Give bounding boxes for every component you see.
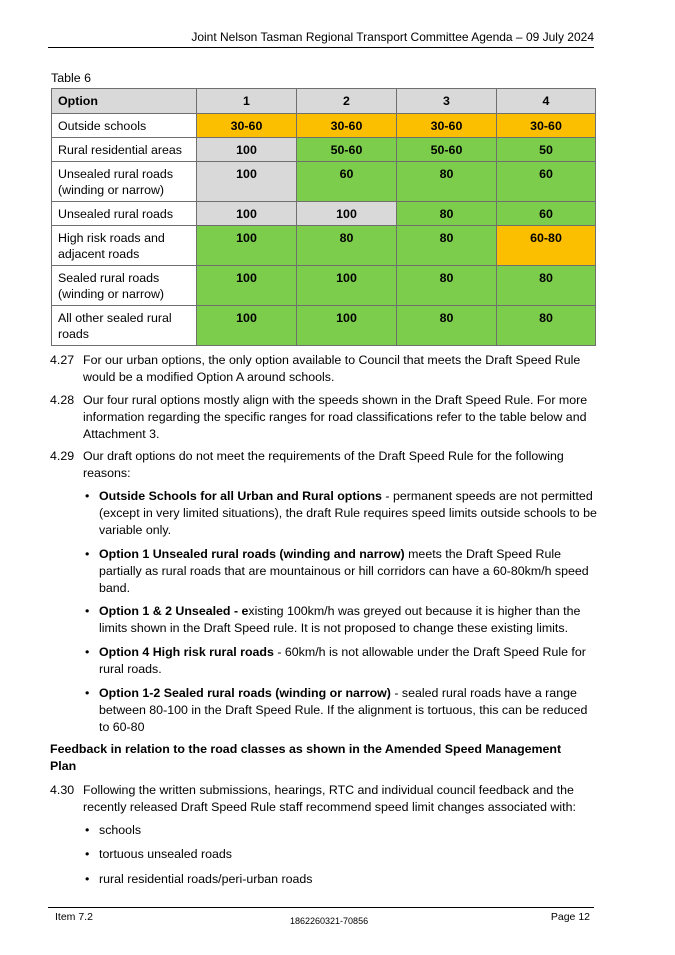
speed-cell-option-3: 80 [397,226,497,266]
speed-cell-option-2: 50-60 [297,138,397,162]
paragraph-4-27 [50,352,600,386]
table-row [52,162,596,202]
column-header-4: 4 [497,89,596,114]
reason-rest: - 60km/h is not allowable under the Draft Speed Rule for rural roads. [99,645,586,676]
paragraph-number: 4.28 [50,393,75,407]
table-row [52,226,596,266]
table-caption: Table 6 [51,71,91,85]
bullet-icon: • [85,604,90,618]
reason-bullet-item [85,685,600,736]
reason-bullet-item [85,488,600,539]
paragraph-number: 4.30 [50,783,75,797]
speed-cell-option-1: 100 [197,226,297,266]
recommend-text: schools [99,823,142,837]
section-subheading: Feedback in relation to the road classes as shown in the Amended Speed Management Plan [50,742,562,773]
speed-cell-option-2: 60 [297,162,397,202]
row-label: High risk roads and adjacent roads [52,226,197,266]
paragraph-text: Our four rural options mostly align with the speeds shown in the Draft Speed Rule. For more information regarding the specific ranges for road classifications refer to the table below and Attachment 3. [83,393,588,441]
reason-bullet-item [85,644,600,678]
speed-cell-option-3: 80 [397,266,497,306]
reason-text [99,603,599,637]
reason-bold-lead: Option 1 & 2 Unsealed - e [99,604,249,618]
speed-cell-option-4: 50 [497,138,596,162]
speed-cell-option-2: 100 [297,306,397,346]
reason-text [99,685,599,736]
speed-cell-option-2: 100 [297,266,397,306]
column-header-option: Option [52,89,197,114]
column-header-2: 2 [297,89,397,114]
row-label: Unsealed rural roads (winding or narrow) [52,162,197,202]
speed-cell-option-4: 80 [497,306,596,346]
speed-cell-option-3: 80 [397,162,497,202]
reason-text [99,546,599,597]
bullet-icon: • [85,489,90,503]
recommend-bullet-item [85,846,600,863]
reason-rest: meets the Draft Speed Rule partially as rural roads that are mountainous or hill corridors can have a 60-80km/h speed band. [99,547,589,595]
row-label: Sealed rural roads (winding or narrow) [52,266,197,306]
paragraph-4-29 [50,448,600,482]
row-label: All other sealed rural roads [52,306,197,346]
reason-rest: - permanent speeds are not permitted (except in very limited situations), the draft Rule requires speed limits outside schools to be variable only. [99,489,597,537]
speed-cell-option-4: 80 [497,266,596,306]
page-header-title: Joint Nelson Tasman Regional Transport Committee Agenda – 09 July 2024 [191,30,594,44]
table-row [52,202,596,226]
reason-bold-lead: Option 1 Unsealed rural roads (winding and narrow) [99,547,405,561]
speed-cell-option-4: 30-60 [497,114,596,138]
row-label: Rural residential areas [52,138,197,162]
table-row [52,138,596,162]
recommend-text: rural residential roads/peri-urban roads [99,872,313,886]
reason-bold-lead: Outside Schools for all Urban and Rural options [99,489,382,503]
recommend-bullet-item [85,871,600,888]
column-header-3: 3 [397,89,497,114]
reason-rest: xisting 100km/h was greyed out because it is higher than the limits shown in the Draft Speed rule. It is not proposed to change these existing limits. [99,604,581,635]
paragraph-text: Our draft options do not meet the requirements of the Draft Speed Rule for the following reasons: [83,449,564,480]
speed-cell-option-1: 100 [197,202,297,226]
table-row [52,266,596,306]
speed-cell-option-4: 60 [497,202,596,226]
bullet-icon: • [85,823,90,837]
paragraph-4-28 [50,392,600,443]
speed-cell-option-1: 100 [197,162,297,202]
speed-options-table [51,88,596,346]
reason-bold-lead: Option 1-2 Sealed rural roads (winding or narrow) [99,686,391,700]
speed-cell-option-3: 30-60 [397,114,497,138]
speed-cell-option-1: 100 [197,138,297,162]
header-rule [48,47,594,48]
footer-rule [48,907,594,908]
bullet-icon: • [85,645,90,659]
table-row [52,306,596,346]
reason-text [99,488,599,539]
footer-page-number: Page 12 [550,911,590,923]
speed-cell-option-1: 100 [197,306,297,346]
speed-cell-option-2: 100 [297,202,397,226]
recommend-text: tortuous unsealed roads [99,847,232,861]
speed-cell-option-1: 100 [197,266,297,306]
speed-cell-option-1: 30-60 [197,114,297,138]
paragraph-number: 4.29 [50,449,75,463]
speed-cell-option-2: 30-60 [297,114,397,138]
reason-bold-lead: Option 4 High risk rural roads [99,645,274,659]
recommend-bullet-item [85,822,600,839]
paragraph-4-30 [50,782,600,816]
bullet-icon: • [85,547,90,561]
row-label: Unsealed rural roads [52,202,197,226]
bullet-icon: • [85,872,90,886]
bullet-icon: • [85,847,90,861]
footer-item-number: Item 7.2 [55,911,93,923]
reason-bullet-item [85,603,600,637]
paragraph-number: 4.27 [50,353,75,367]
reason-rest: - sealed rural roads have a range between 80-100 in the Draft Speed Rule. If the alignment is tortuous, this can be reduced to 60-80 [99,686,588,734]
row-label: Outside schools [52,114,197,138]
speed-cell-option-3: 80 [397,202,497,226]
column-header-1: 1 [197,89,297,114]
reason-bullet-item [85,546,600,597]
speed-cell-option-2: 80 [297,226,397,266]
table-row [52,114,596,138]
speed-cell-option-4: 60-80 [497,226,596,266]
speed-cell-option-4: 60 [497,162,596,202]
paragraph-text: Following the written submissions, hearings, RTC and individual council feedback and the recently released Draft Speed Rule staff recommend speed limit changes associated with: [83,783,576,814]
speed-cell-option-3: 50-60 [397,138,497,162]
bullet-icon: • [85,686,90,700]
speed-cell-option-3: 80 [397,306,497,346]
footer-document-id: 1862260321-70856 [290,916,369,926]
paragraph-text: For our urban options, the only option available to Council that meets the Draft Speed Rule would be a modified Option A around schools. [83,353,581,384]
table-header-row [52,89,596,114]
table-body [52,114,596,346]
reason-text [99,644,599,678]
